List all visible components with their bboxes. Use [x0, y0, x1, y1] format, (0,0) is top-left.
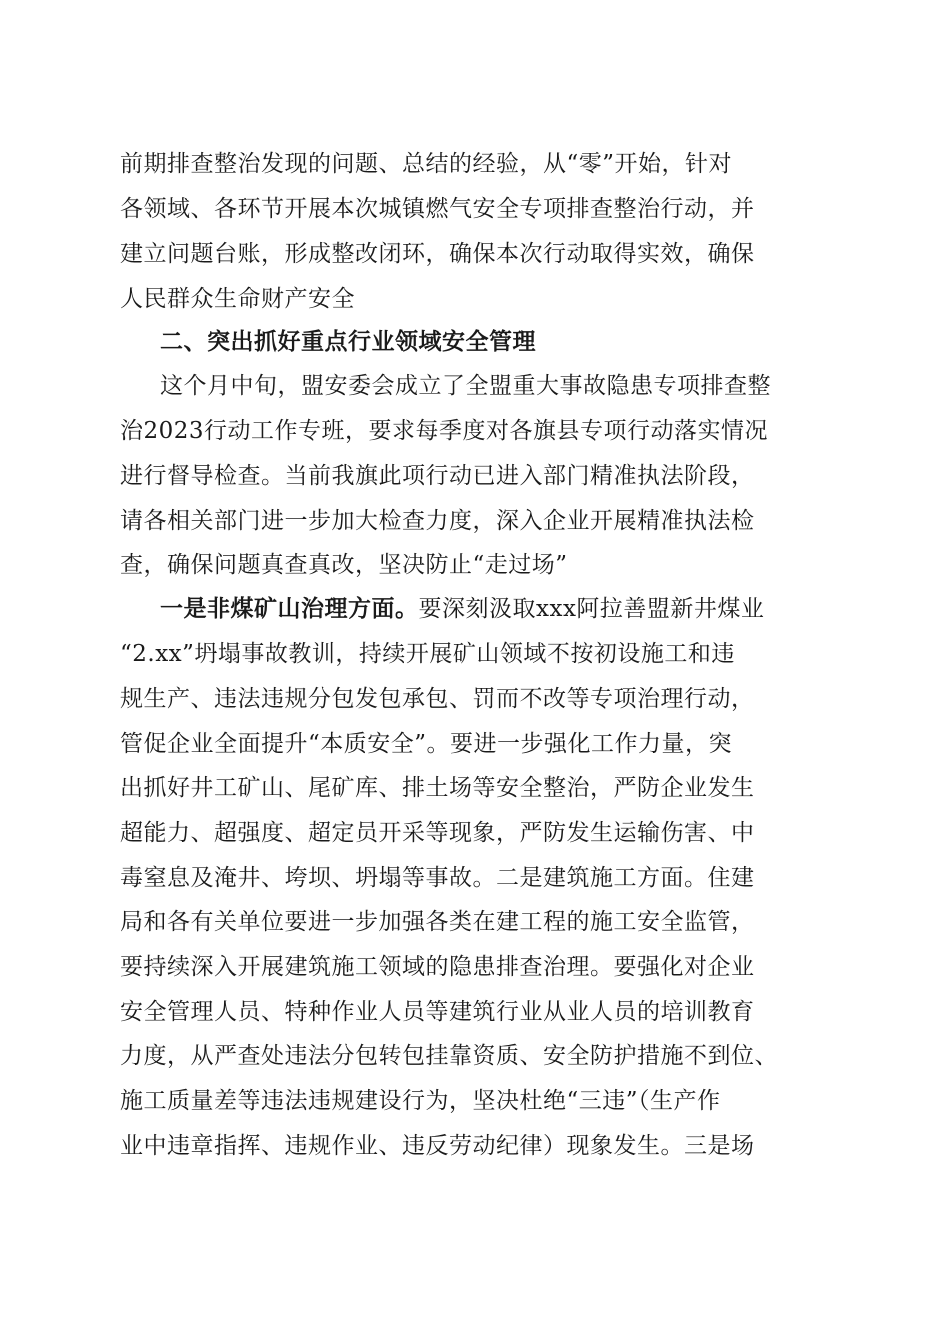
paragraph-3-line-6: 超能力、超强度、超定员开采等现象，严防发生运输伤害、中 [120, 820, 755, 846]
paragraph-2-line-2: 治2023行动工作专班，要求每季度对各旗县专项行动落实情况 [120, 418, 769, 444]
paragraph-3-line-11: 力度，从严查处违法分包转包挂靠资质、安全防护措施不到位、 [120, 1043, 778, 1069]
paragraph-3-line-1 [160, 593, 832, 625]
paragraph-3-line-9: 要持续深入开展建筑施工领域的隐患排查治理。要强化对企业 [120, 954, 755, 980]
paragraph-1-line-3: 建立问题台账，形成整改闭环，确保本次行动取得实效，确保 [120, 241, 755, 267]
paragraph-3-line-4: 管促企业全面提升“本质安全”。要进一步强化工作力量，突 [120, 731, 733, 757]
section-heading-2: 二、突出抓好重点行业领域安全管理 [160, 329, 536, 355]
paragraph-3-line-7: 毒窒息及淹井、垮坝、坍塌等事故。二是建筑施工方面。住建 [120, 865, 755, 891]
paragraph-1-line-4: 人民群众生命财产安全 [120, 286, 355, 312]
paragraph-3-line-5: 出抓好井工矿山、尾矿库、排土场等安全整治，严防企业发生 [120, 775, 755, 801]
paragraph-3-line-13: 业中违章指挥、违规作业、违反劳动纪律）现象发生。三是场 [120, 1133, 755, 1159]
paragraph-1-line-1: 前期排查整治发现的问题、总结的经验，从“零”开始，针对 [120, 151, 733, 177]
paragraph-3-line-8: 局和各有关单位要进一步加强各类在建工程的施工安全监管， [120, 909, 755, 935]
paragraph-3-lead: 一是非煤矿山治理方面。 [160, 595, 419, 622]
paragraph-2-line-1: 这个月中旬，盟安委会成立了全盟重大事故隐患专项排查整 [160, 373, 771, 399]
paragraph-2-line-3: 进行督导检查。当前我旗此项行动已进入部门精准执法阶段， [120, 463, 755, 489]
paragraph-2-line-4: 请各相关部门进一步加大检查力度，深入企业开展精准执法检 [120, 508, 755, 534]
paragraph-2-line-5: 查，确保问题真查真改，坚决防止“走过场” [120, 552, 568, 578]
paragraph-3-line-12: 施工质量差等违法违规建设行为，坚决杜绝“三违”（生产作 [120, 1088, 721, 1114]
paragraph-1-line-2: 各领域、各环节开展本次城镇燃气安全专项排查整治行动，并 [120, 196, 755, 222]
paragraph-3-line-10: 安全管理人员、特种作业人员等建筑行业从业人员的培训教育 [120, 999, 755, 1025]
paragraph-3-line-3: 规生产、违法违规分包发包承包、罚而不改等专项治理行动， [120, 686, 755, 712]
paragraph-3-line-1-rest: 要深刻汲取xxx阿拉善盟新井煤业 [418, 596, 765, 622]
paragraph-3-line-2: “2.xx”坍塌事故教训，持续开展矿山领域不按初设施工和违 [120, 641, 735, 667]
